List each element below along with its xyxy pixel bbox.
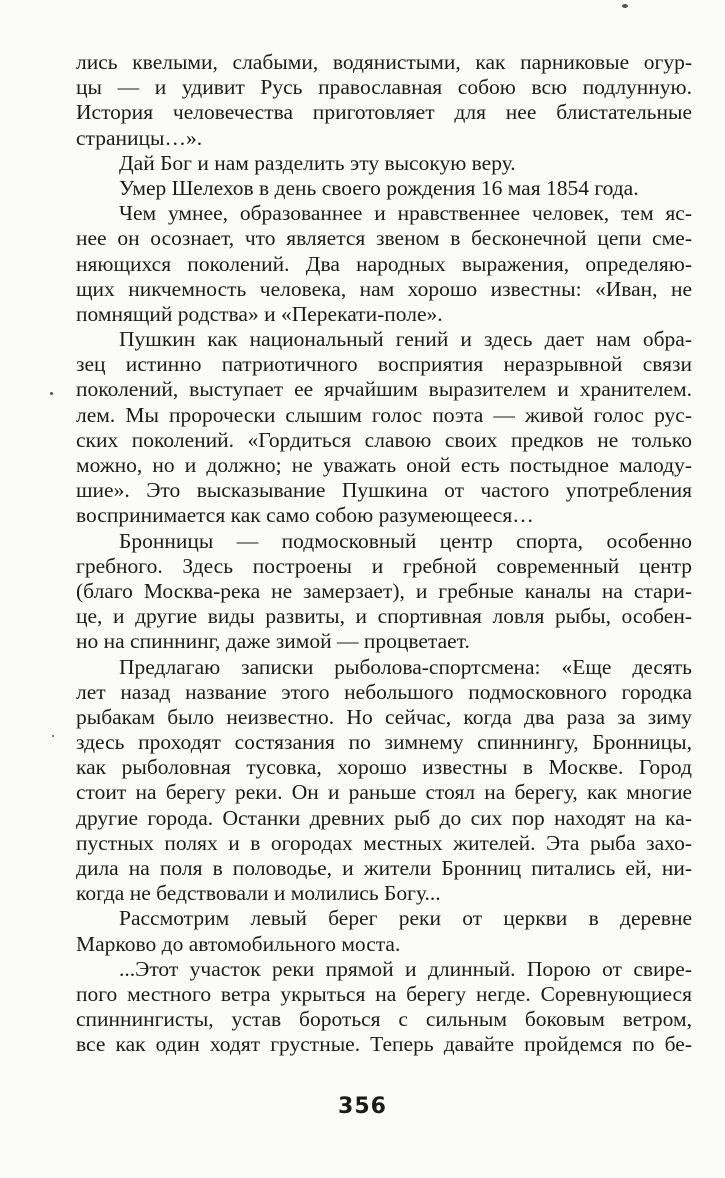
text-line: няющихся поколений. Два народных выражения, определяю-: [76, 251, 692, 276]
text-line: щих никчемность человека, нам хорошо известны: «Иван, не: [76, 276, 692, 301]
text-line: Бронницы — подмосковный центр спорта, особенно: [119, 528, 692, 553]
text-line: Рассмотрим левый берег реки от церкви в деревне: [119, 906, 692, 931]
print-speck: [622, 4, 628, 8]
text-line: Предлагаю записки рыболова-спортсмена: «Еще десять: [119, 654, 692, 679]
text-line: рыбакам было неизвестно. Но сейчас, когда два раза за зиму: [76, 704, 692, 729]
text-line: лись квелыми, слабыми, водянистыми, как парниковые огур-: [76, 50, 692, 74]
text-line: помнящий родства» и «Перекати-поле».: [76, 301, 443, 326]
text-line: ...Этот участок реки прямой и длинный. Порою от свире-: [119, 956, 692, 981]
text-line: как рыболовная тусовка, хорошо известны в Москве. Город: [76, 755, 692, 780]
text-line: другие города. Останки древних рыб до сих пор находят на ка-: [76, 805, 692, 830]
text-line: (благо Москва-река не замерзает), и гребные каналы на стари-: [76, 578, 692, 603]
text-line: пустных полях и в огородах местных жителей. Эта рыба захо-: [76, 830, 692, 855]
text-line: Марково до автомобильного моста.: [76, 931, 401, 956]
text-line: ских поколений. «Гордиться славою своих предков не только: [76, 427, 692, 452]
text-line: лем. Мы пророчески слышим голос поэта — живой голос рус-: [76, 402, 692, 427]
text-line: страницы…».: [76, 125, 203, 150]
text-line: воспринимается как само собою разумеющееся…: [76, 503, 534, 528]
print-speck: [50, 392, 53, 395]
text-line: зец истинно патриотичного восприятия неразрывной связи: [76, 352, 692, 377]
page-number: 356: [338, 1094, 387, 1119]
text-line: стоит на берегу реки. Он и раньше стоял на берегу, как многие: [76, 780, 692, 805]
print-speck: [52, 735, 54, 737]
text-line: шие». Это высказывание Пушкина от частого употребления: [76, 478, 692, 503]
text-line: Умер Шелехов в день своего рождения 16 мая 1854 года.: [119, 175, 639, 200]
text-line: поколений, выступает ее ярчайшим выразителем и хранителем.: [76, 377, 692, 402]
text-line: дила на поля в половодье, и жители Бронниц питались ей, ни-: [76, 856, 692, 880]
text-line: Чем умнее, образованнее и нравственнее человек, тем яс-: [119, 201, 692, 226]
text-line: здесь проходят состязания по зимнему спиннингу, Бронницы,: [76, 730, 692, 755]
body-text: [76, 50, 692, 1058]
text-line: спиннингисты, устав бороться с сильным боковым ветром,: [76, 1007, 692, 1032]
text-line: Пушкин как национальный гений и здесь дает нам обра-: [119, 327, 692, 352]
text-line: це, и другие виды развиты, и спортивная ловля рыбы, особен-: [76, 604, 692, 629]
text-line: нее он осознает, что является звеном в бесконечной цепи сме-: [76, 226, 692, 251]
text-line: все как один ходят грустные. Теперь давайте пройдемся по бе-: [76, 1032, 692, 1057]
text-line: гребного. Здесь построены и гребной современный центр: [76, 553, 692, 578]
text-line: цы — и удивит Русь православная собою всю подлунную.: [76, 75, 692, 100]
text-line: лет назад название этого небольшого подмосковного городка: [76, 679, 692, 704]
text-line: Дай Бог и нам разделить эту высокую веру.: [119, 150, 516, 175]
text-line: когда не бедствовали и молились Богу...: [76, 881, 441, 906]
text-line: пого местного ветра укрыться на берегу негде. Соревнующиеся: [76, 981, 692, 1006]
text-line: История человечества приготовляет для нее блистательные: [76, 100, 692, 125]
text-line: можно, но и должно; не уважать оной есть постыдное малоду-: [76, 453, 692, 477]
text-line: но на спиннинг, даже зимой — процветает.: [76, 629, 470, 654]
